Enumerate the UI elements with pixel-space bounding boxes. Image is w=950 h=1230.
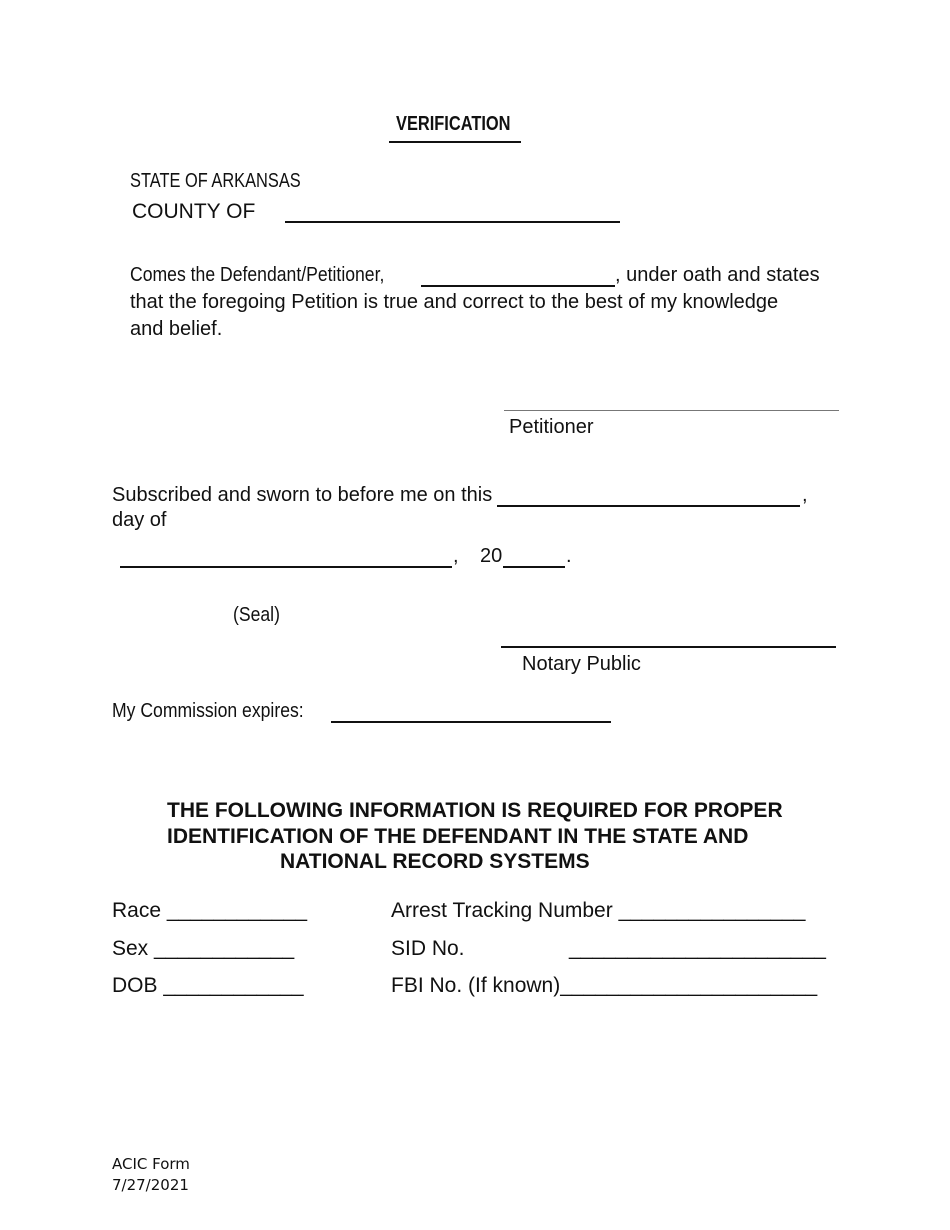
arrest-tracking-field[interactable]: Arrest Tracking Number ________________ (391, 899, 806, 922)
subscribed-text: Subscribed and sworn to before me on this (112, 484, 493, 506)
race-field[interactable]: Race ____________ (112, 899, 308, 922)
commission-field-line (331, 721, 611, 723)
sex-field[interactable]: Sex ____________ (112, 937, 295, 960)
oath-line-3: and belief. (130, 318, 223, 340)
required-heading-line-3: NATIONAL RECORD SYSTEMS (280, 850, 590, 873)
state-label: STATE OF ARKANSAS (130, 170, 301, 192)
required-heading-line-2: IDENTIFICATION OF THE DEFENDANT IN THE STATE AND (167, 825, 749, 848)
year-prefix: 20 (480, 545, 503, 567)
petitioner-signature-line[interactable] (504, 410, 839, 411)
oath-line-2: that the foregoing Petition is true and correct to the best of my knowledge (130, 291, 779, 313)
petitioner-name-field[interactable] (421, 264, 615, 286)
title-underline (389, 141, 521, 143)
petitioner-label: Petitioner (509, 416, 594, 438)
county-label: COUNTY OF (132, 200, 256, 223)
fbi-field[interactable]: FBI No. (If known)______________________ (391, 974, 818, 997)
county-field-line (285, 221, 620, 223)
month-field[interactable] (120, 545, 452, 567)
commission-label: My Commission expires: (112, 700, 304, 722)
footer-date: 7/27/2021 (112, 1176, 189, 1194)
day-comma: , (802, 484, 808, 506)
seal-label: (Seal) (233, 604, 280, 626)
year-field-line (503, 566, 565, 568)
oath-prefix: Comes the Defendant/Petitioner, (130, 264, 385, 286)
notary-signature-line[interactable] (501, 646, 836, 648)
day-field[interactable] (497, 484, 800, 506)
footer-form-name: ACIC Form (112, 1155, 190, 1173)
notary-label: Notary Public (522, 653, 641, 675)
year-field[interactable] (503, 545, 565, 567)
sid-field[interactable]: ______________________ (569, 937, 826, 960)
county-field[interactable] (285, 200, 620, 222)
page-title: VERIFICATION (396, 113, 511, 135)
commission-field[interactable] (331, 700, 611, 722)
sid-label: SID No. (391, 937, 465, 960)
month-comma: , (453, 545, 459, 567)
oath-suffix: , under oath and states (615, 264, 820, 286)
month-field-line (120, 566, 452, 568)
day-of-label: day of (112, 509, 167, 531)
required-heading-line-1: THE FOLLOWING INFORMATION IS REQUIRED FOR PROPER (167, 799, 783, 822)
dob-field[interactable]: DOB ____________ (112, 974, 304, 997)
petitioner-name-line (421, 285, 615, 287)
day-field-line (497, 505, 800, 507)
year-period: . (566, 545, 572, 567)
